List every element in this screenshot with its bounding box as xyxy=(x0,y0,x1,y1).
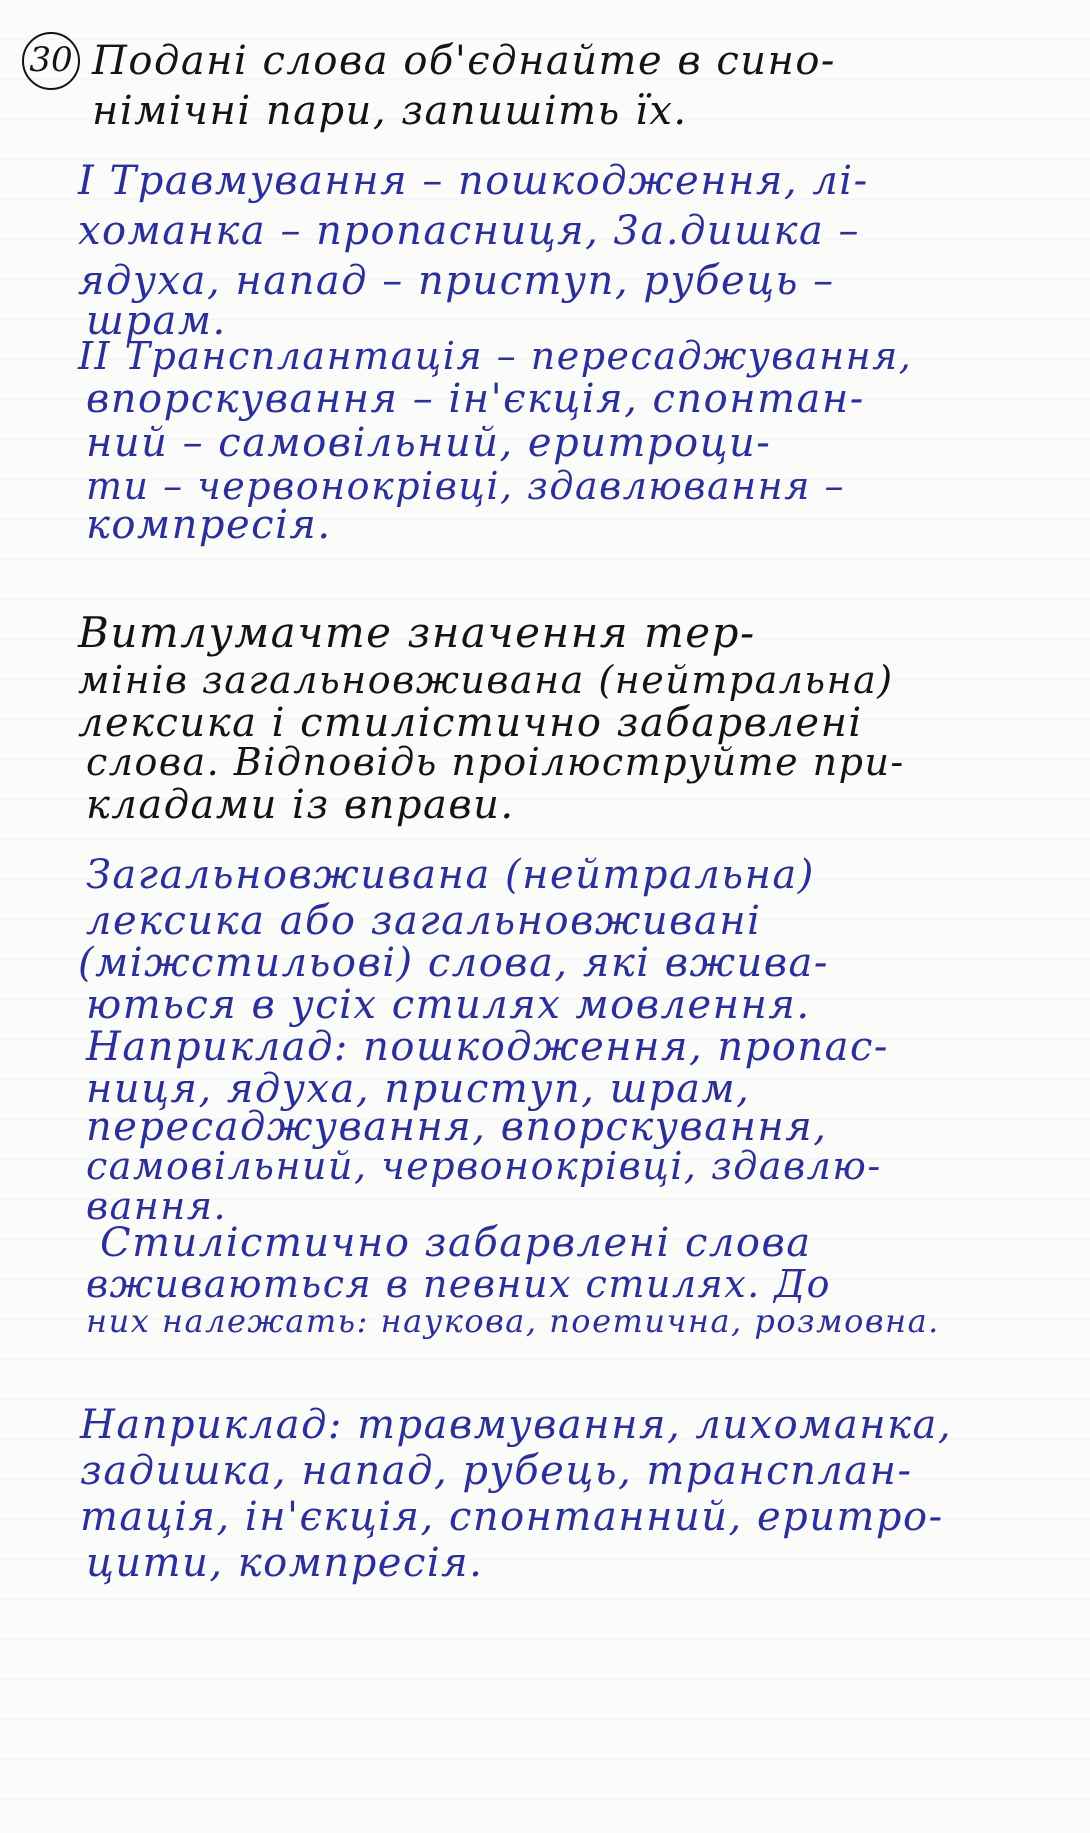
pairs-line-3: ядуха, напад – приступ, рубець – xyxy=(78,258,835,304)
pairs-line-6: впорскування – ін'єкція, спонтан- xyxy=(86,376,865,422)
explain-line-6: ниця, ядуха, приступ, шрам, xyxy=(86,1066,751,1112)
examples-line-3: тація, ін'єкція, спонтанний, еритро- xyxy=(80,1494,944,1540)
task2-line-5: кладами із вправи. xyxy=(86,782,515,828)
task-line-2: німічні пари, запишіть їх. xyxy=(92,88,688,134)
pairs-line-9: компресія. xyxy=(86,502,332,548)
task2-line-4: слова. Відповідь проілюструйте при- xyxy=(86,740,905,784)
explain-line-1: Загальновживана (нейтральна) xyxy=(86,852,815,898)
examples-line-1: Наприклад: травмування, лихоманка, xyxy=(80,1402,953,1448)
task2-line-2: мінів загальновживана (нейтральна) xyxy=(78,658,894,702)
explain-line-8: самовільний, червонокрівці, здавлю- xyxy=(86,1144,882,1188)
pairs-line-1: I Травмування – пошкодження, лі- xyxy=(78,158,869,204)
task2-line-1: Витлумачте значення тер- xyxy=(78,608,756,657)
pairs-line-5: II Трансплантація – пересаджування, xyxy=(78,334,913,378)
examples-line-4: цити, компресія. xyxy=(86,1540,484,1586)
task-number-circle: 30 xyxy=(22,32,80,90)
explain-line-11: вживаються в певних стилях. До xyxy=(86,1262,832,1306)
task-line-1: Подані слова об'єднайте в сино- xyxy=(92,38,836,84)
explain-line-12: них належать: наукова, поетична, розмовна. xyxy=(86,1302,940,1340)
explain-line-5: Наприклад: пошкодження, пропас- xyxy=(86,1024,889,1070)
explain-line-4: ються в усіх стилях мовлення. xyxy=(86,982,811,1028)
explain-line-7: пересаджування, впорскування, xyxy=(86,1104,828,1150)
explain-line-2: лексика або загальновживані xyxy=(86,898,762,944)
pairs-line-8: ти – червонокрівці, здавлювання – xyxy=(86,464,845,508)
pairs-line-2: хоманка – пропасниця, 3а.дишка – xyxy=(78,208,861,254)
task2-line-3: лексика і стилістично забарвлені xyxy=(78,700,863,746)
explain-line-9: вання. xyxy=(86,1184,228,1228)
explain-line-10: Стилістично забарвлені слова xyxy=(100,1220,812,1266)
examples-line-2: задишка, напад, рубець, трансплан- xyxy=(80,1448,913,1494)
pairs-line-4: шрам. xyxy=(86,298,227,344)
pairs-line-7: ний – самовільний, еритроци- xyxy=(86,420,772,466)
explain-line-3: (міжстильові) слова, які вжива- xyxy=(78,940,829,986)
